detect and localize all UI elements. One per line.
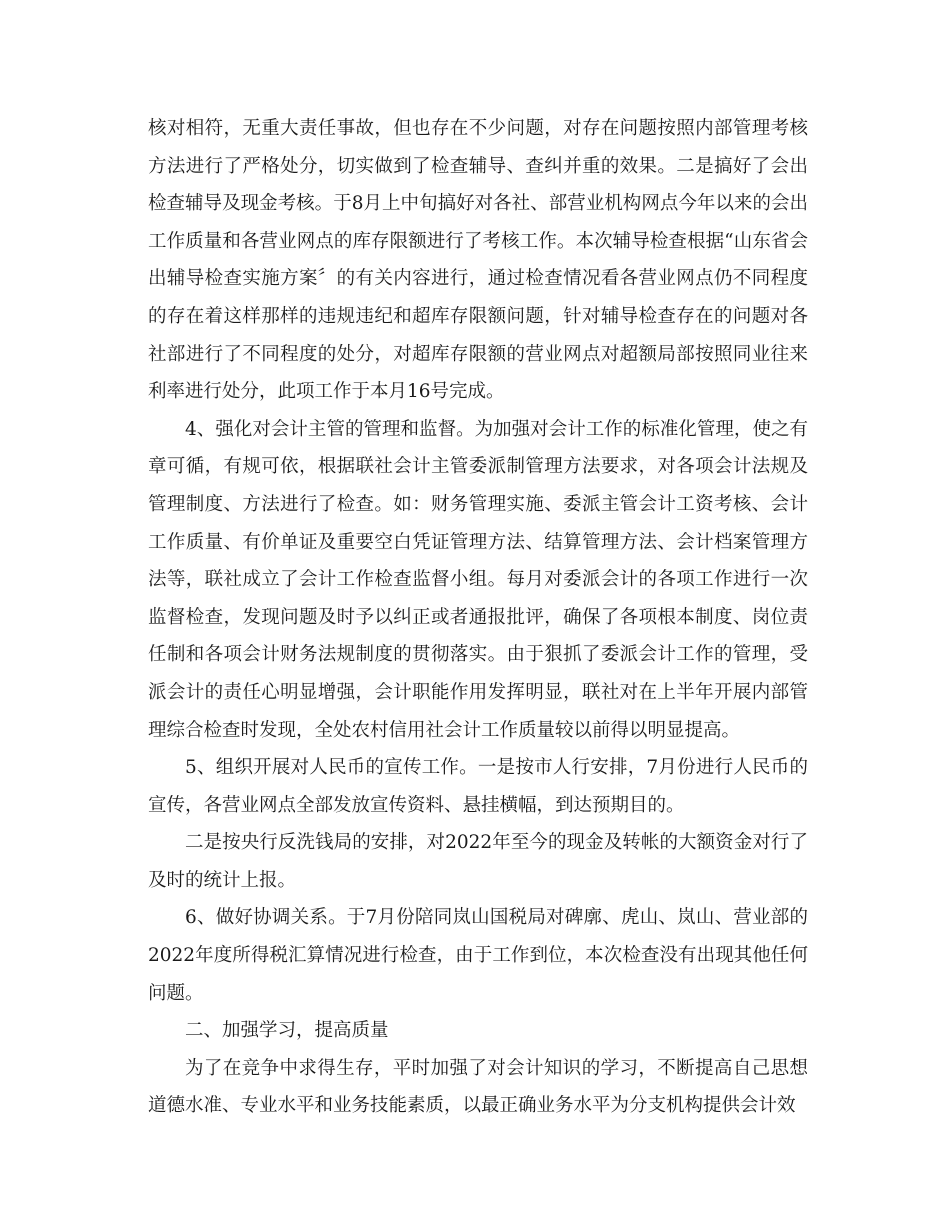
paragraph-anti-money-laundering: 二是按央行反洗钱局的安排，对2022年至今的现金及转帐的大额资金对行了及时的统计上报。 xyxy=(148,832,808,891)
paragraph-study: 为了在竞争中求得生存，平时加强了对会计知识的学习，不断提高自己思想道德水准、专业水平和业务技能素质，以最正确业务水平为分支机构提供会计效 xyxy=(148,1057,808,1117)
paragraph-rmb-publicity: 5、组织开展对人民币的宣传工作。一是按市人行安排，7月份进行人民币的宣传，各营业网点全部发放宣传资料、悬挂横幅，到达预期目的。 xyxy=(148,757,808,816)
section-heading-study: 二、加强学习，提高质量 xyxy=(185,1020,389,1042)
paragraph-accounting-supervision: 4、强化对会计主管的管理和监督。为加强对会计工作的标准化管理，使之有章可循，有规可依，根据联社会计主管委派制管理方法要求，对各项会计法规及管理制度、方法进行了检查。如：财务管理实施、委派主管会计工资考核、会计工作质量、有价单证及重要空白凭证管理方法、结算管理方法、会计档案管理方法等，联社成立了会计工作检查监督小组。每月对委派会计的各项工作进行一次监督检查，发现问题及时予以纠正或者通报批评，确保了各项根本制度、岗位责任制和各项会计财务法规制度的贯彻落实。由于狠抓了委派会计工作的管理，受派会计的责任心明显增强，会计职能作用发挥明显，联社对在上半年开展内部管理综合检查时发现，全处农村信用社会计工作质量较以前得以明显提高。 xyxy=(148,418,808,741)
paragraph-inspection-results: 核对相符，无重大责任事故，但也存在不少问题，对存在问题按照内部管理考核方法进行了严格处分，切实做到了检查辅导、查纠并重的效果。二是搞好了会出检查辅导及现金考核。于8月上中旬搞好对各社、部营业机构网点今年以来的会出工作质量和各营业网点的库存限额进行了考核工作。本次辅导检查根据“山东省会出辅导检查实施方案〞的有关内容进行，通过检查情况看各营业网点仍不同程度的存在着这样那样的违规违纪和超库存限额问题，针对辅导检查存在的问题对各社部进行了不同程度的处分，对超库存限额的营业网点对超额局部按照同业往来利率进行处分，此项工作于本月16号完成。 xyxy=(148,118,808,403)
document-page xyxy=(148,110,808,1125)
paragraph-coordination: 6、做好协调关系。于7月份陪同岚山国税局对碑廓、虎山、岚山、营业部的2022年度所得税汇算情况进行检查，由于工作到位，本次检查没有出现其他任何问题。 xyxy=(148,907,808,1004)
